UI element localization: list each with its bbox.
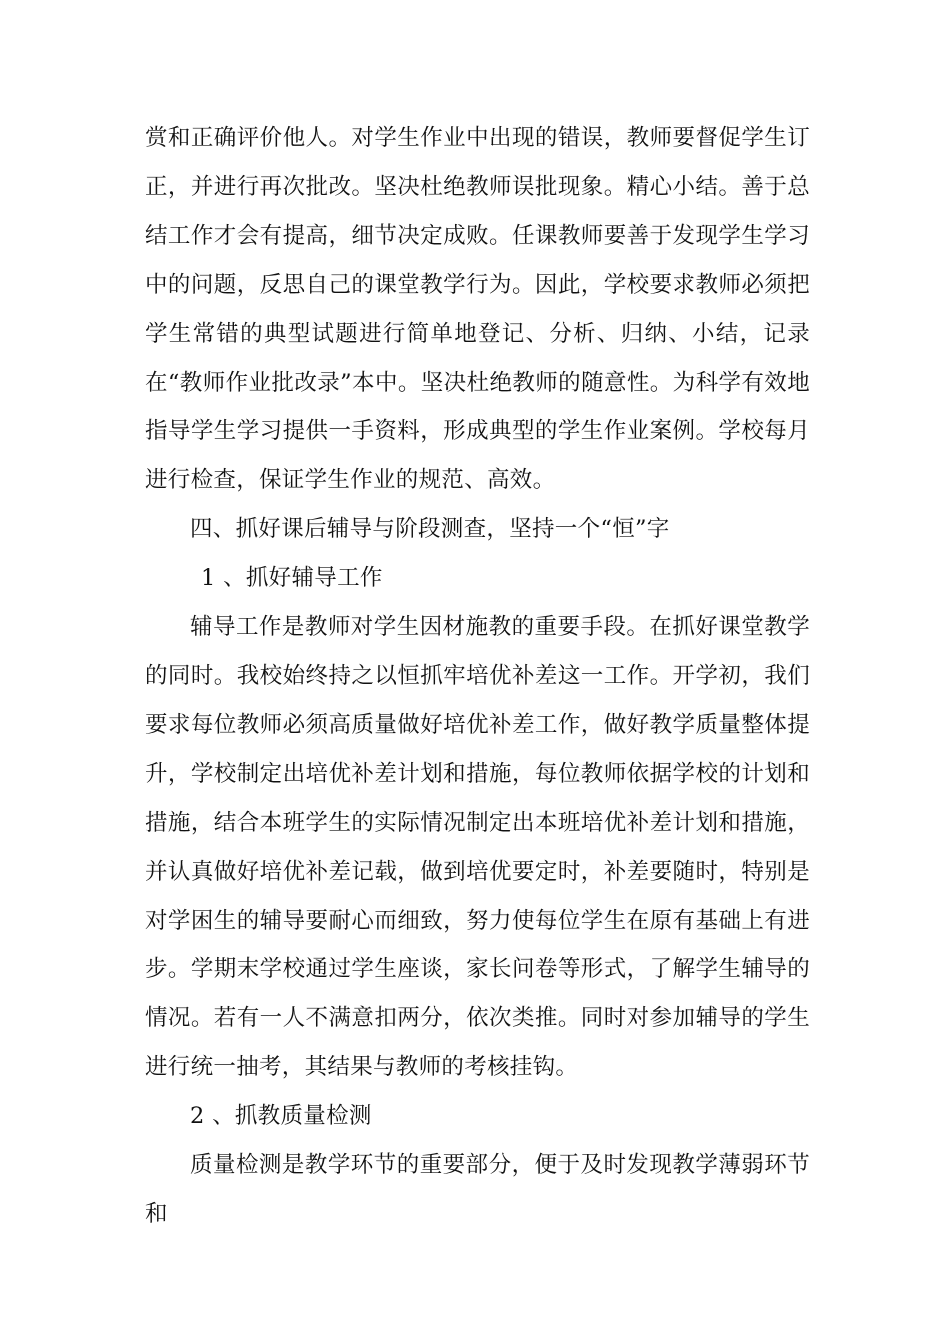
document-body <box>145 114 810 1239</box>
paragraph-quality-check: 质量检测是教学环节的重要部分，便于及时发现教学薄弱环节和 <box>145 1152 810 1227</box>
section-heading-four: 四、抓好课后辅导与阶段测查，坚持一个“恒”字 <box>190 516 670 543</box>
subheading-quality-check: 2 、抓教质量检测 <box>190 1103 372 1130</box>
paragraph-tutoring: 辅导工作是教师对学生因材施教的重要手段。在抓好课堂教学的同时。我校始终持之以恒抓牢培优补差这一工作。开学初，我们要求每位教师必须高质量做好培优补差工作，做好教学质量整体提升，学校制定出培优补差计划和措施，每位教师依据学校的计划和措施，结合本班学生的实际情况制定出本班培优补差计划和措施，并认真做好培优补差记载，做到培优要定时，补差要随时，特别是对学困生的辅导要耐心而细致，努力使每位学生在原有基础上有进步。学期末学校通过学生座谈，家长问卷等形式，了解学生辅导的情况。若有一人不满意扣两分，依次类推。同时对参加辅导的学生进行统一抽考，其结果与教师的考核挂钩。 <box>145 614 810 1081</box>
subheading-tutoring: 1 、抓好辅导工作 <box>201 565 383 592</box>
paragraph-homework-review: 赏和正确评价他人。对学生作业中出现的错误，教师要督促学生订正，并进行再次批改。坚决杜绝教师误批现象。精心小结。善于总结工作才会有提高，细节决定成败。任课教师要善于发现学生学习中的问题，反思自己的课堂教学行为。因此，学校要求教师必须把学生常错的典型试题进行简单地登记、分析、归纳、小结，记录在“教师作业批改录”本中。坚决杜绝教师的随意性。为科学有效地指导学生学习提供一手资料，形成典型的学生作业案例。学校每月进行检查，保证学生作业的规范、高效。 <box>145 125 810 494</box>
